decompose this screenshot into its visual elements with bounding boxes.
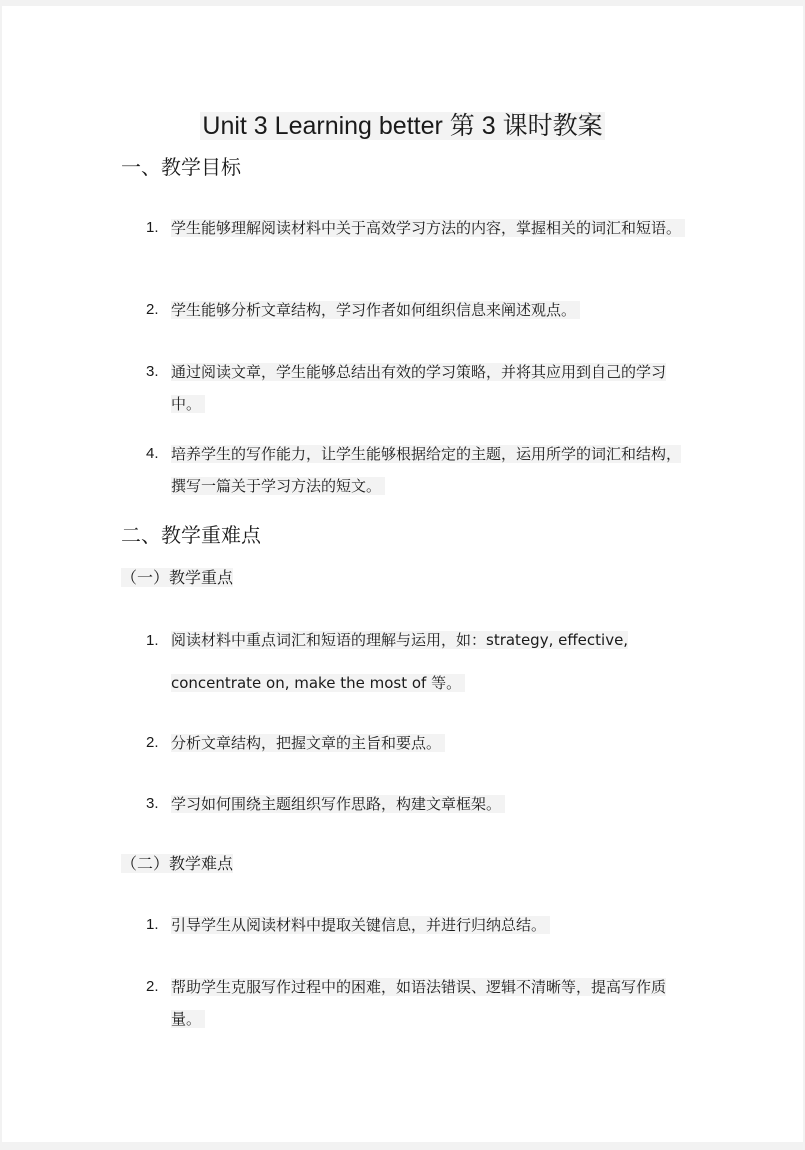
list-item: [146, 727, 686, 759]
list-text: 引导学生从阅读材料中提取关键信息，并进行归纳总结。: [171, 916, 550, 934]
list-item: [146, 971, 686, 1035]
list-item: [146, 212, 686, 244]
list-number: 2.: [146, 734, 159, 751]
list-number: 4.: [146, 445, 159, 462]
list-number: 2.: [146, 978, 159, 995]
list-item: [146, 909, 686, 941]
section-heading-objectives: 一、教学目标: [121, 155, 241, 179]
list-text: 学生能够理解阅读材料中关于高效学习方法的内容，掌握相关的词汇和短语。: [171, 219, 685, 237]
list-number: 2.: [146, 301, 159, 318]
list-text: 学习如何围绕主题组织写作思路，构建文章框架。: [171, 795, 505, 813]
subsection-heading-focus: （一）教学重点: [121, 568, 234, 587]
list-text: 培养学生的写作能力，让学生能够根据给定的主题，运用所学的词汇和结构，撰写一篇关于学习方法的短文。: [171, 445, 682, 495]
list-item: [146, 438, 686, 502]
list-number: 1.: [146, 632, 159, 649]
document-title: Unit 3 Learning better 第 3 课时教案: [202, 112, 603, 140]
section-heading-key-points: 二、教学重难点: [121, 523, 261, 547]
list-number: 3.: [146, 795, 159, 812]
list-text: 分析文章结构，把握文章的主旨和要点。: [171, 734, 445, 752]
subsection-heading-difficulty: （二）教学难点: [121, 854, 234, 873]
list-item: [146, 356, 686, 420]
list-item: [146, 619, 686, 705]
list-text: 通过阅读文章，学生能够总结出有效的学习策略，并将其应用到自己的学习中。: [171, 363, 667, 413]
list-number: 3.: [146, 363, 159, 380]
list-text: 学生能够分析文章结构，学习作者如何组织信息来阐述观点。: [171, 301, 580, 319]
list-text: 帮助学生克服写作过程中的困难，如语法错误、逻辑不清晰等，提高写作质量。: [171, 978, 667, 1028]
list-item: [146, 788, 686, 820]
list-number: 1.: [146, 219, 159, 236]
list-text: 阅读材料中重点词汇和短语的理解与运用，如：strategy, effective, concentrate on, make the most of 等。: [171, 631, 629, 692]
list-item: [146, 294, 686, 326]
list-number: 1.: [146, 916, 159, 933]
